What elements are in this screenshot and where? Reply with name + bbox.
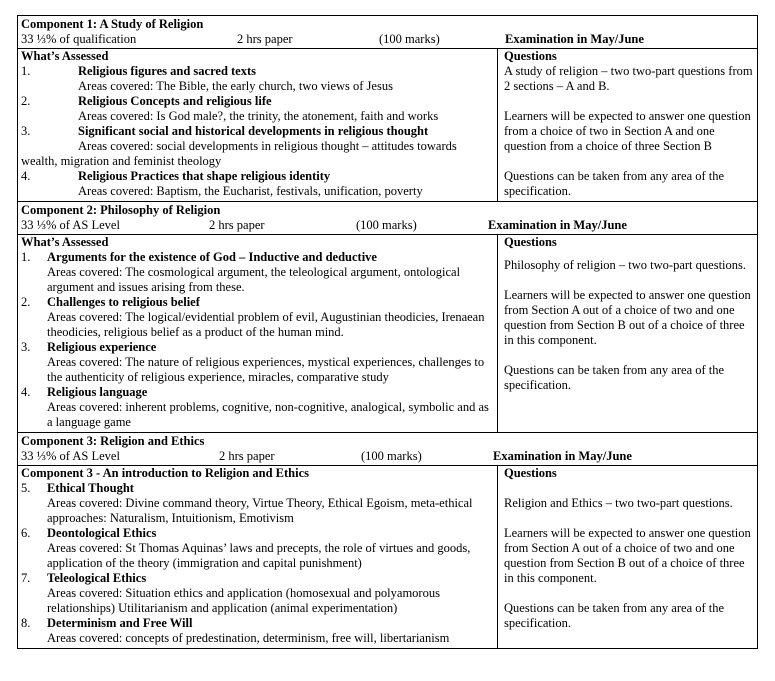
questions-text: Learners will be expected to answer one question from Section A out of a choice of two and one question from Section B out of a choice of three in this component. [504, 526, 751, 585]
item-areas: Areas covered: The cosmological argument, the teleological argument, ontological argument and issues arising from these. [47, 265, 461, 294]
item-number: 2. [21, 94, 31, 108]
item-areas: Areas covered: inherent problems, cognitive, non-cognitive, analogical, symbolic and as a language game [47, 400, 489, 429]
item-title: Arguments for the existence of God – Inductive and deductive [47, 250, 377, 264]
component-3-marks: (100 marks) [361, 449, 422, 463]
assessed-item [21, 526, 494, 571]
assessed-item [21, 250, 494, 295]
component-1-marks: (100 marks) [379, 32, 440, 46]
specification-table [17, 15, 758, 649]
questions-heading: Questions [504, 466, 557, 480]
item-areas: Areas covered: Is God male?, the trinity, the atonement, faith and works [78, 109, 439, 123]
item-areas: Areas covered: The nature of religious experiences, mystical experiences, challenges to the authenticity of religious experience, miracles, comparative study [47, 355, 485, 384]
item-title: Teleological Ethics [47, 571, 147, 585]
component-3-header [18, 433, 757, 466]
component-2-header [18, 202, 757, 235]
component-3-questions [498, 466, 757, 648]
questions-text: Learners will be expected to answer one question from a choice of two in Section A and one question from a choice of three Section B [504, 109, 751, 153]
questions-text: Questions can be taken from any area of the specification. [504, 169, 725, 198]
questions-heading: Questions [504, 235, 557, 249]
component-1-questions [498, 49, 757, 201]
component-2-assessed [18, 235, 498, 432]
component-3-weight: 33 ⅓% of AS Level [21, 449, 120, 463]
questions-text: Questions can be taken from any area of the specification. [504, 601, 725, 630]
item-title: Religious Practices that shape religious identity [78, 169, 331, 183]
component-2-marks: (100 marks) [356, 218, 417, 232]
component-3-title: Component 3: Religion and Ethics [21, 434, 205, 448]
component-3-assessed [18, 466, 498, 648]
item-number: 1. [21, 64, 31, 78]
item-number: 3. [21, 124, 31, 138]
item-areas: Areas covered: social developments in religious thought – attitudes towards wealth, migration and feminist theology [21, 139, 457, 168]
item-title: Ethical Thought [47, 481, 134, 495]
assessed-item [21, 340, 494, 385]
assessed-heading: Component 3 - An introduction to Religion and Ethics [21, 466, 310, 480]
component-1-weight: 33 ⅓% of qualification [21, 32, 137, 46]
item-areas: Areas covered: The logical/evidential problem of evil, Augustinian theodicies, Irenaean theodicies, religious belief as a product of the human mind. [47, 310, 485, 339]
component-1-duration: 2 hrs paper [237, 32, 293, 46]
component-2-duration: 2 hrs paper [209, 218, 265, 232]
component-1-body [18, 49, 757, 202]
component-1-exam: Examination in May/June [505, 32, 644, 46]
item-title: Deontological Ethics [47, 526, 157, 540]
item-areas: Areas covered: Situation ethics and application (homosexual and polyamorous relationships) Utilitarianism and application (animal experimentation) [47, 586, 440, 615]
questions-text: Questions can be taken from any area of the specification. [504, 363, 725, 392]
component-3-duration: 2 hrs paper [219, 449, 275, 463]
component-3-body [18, 466, 757, 648]
item-number: 8. [21, 616, 31, 630]
assessed-item [21, 295, 494, 340]
item-number: 2. [21, 295, 31, 309]
assessed-item [21, 571, 494, 616]
component-1-title: Component 1: A Study of Religion [21, 17, 204, 31]
component-1-assessed [18, 49, 498, 201]
item-areas: Areas covered: Baptism, the Eucharist, festivals, unification, poverty [78, 184, 423, 198]
item-title: Significant social and historical developments in religious thought [78, 124, 429, 138]
component-2-weight: 33 ⅓% of AS Level [21, 218, 120, 232]
assessed-item [21, 385, 494, 430]
component-2-title: Component 2: Philosophy of Religion [21, 203, 221, 217]
assessed-item [21, 64, 494, 94]
item-title: Religious experience [47, 340, 157, 354]
component-2-body [18, 235, 757, 433]
item-number: 5. [21, 481, 31, 495]
component-2-exam: Examination in May/June [488, 218, 627, 232]
assessed-heading: What’s Assessed [21, 235, 109, 249]
questions-text: Learners will be expected to answer one question from Section A out of a choice of two and one question from Section B out of a choice of three in this component. [504, 288, 751, 347]
item-number: 3. [21, 340, 31, 354]
assessed-heading: What’s Assessed [21, 49, 109, 63]
item-areas: Areas covered: Divine command theory, Virtue Theory, Ethical Egoism, meta-ethical approaches: Naturalism, Intuitionism, Emotivism [47, 496, 473, 525]
item-title: Determinism and Free Will [47, 616, 193, 630]
component-1-meta [21, 32, 754, 48]
component-3-meta [21, 449, 754, 465]
assessed-item [21, 616, 494, 646]
item-number: 6. [21, 526, 31, 540]
item-number: 7. [21, 571, 31, 585]
assessed-item [21, 169, 494, 199]
component-2-questions [498, 235, 757, 432]
component-2-meta [21, 218, 754, 234]
item-title: Religious language [47, 385, 148, 399]
questions-text: Religion and Ethics – two two-part questions. [504, 496, 733, 510]
item-areas: Areas covered: St Thomas Aquinas’ laws and precepts, the role of virtues and goods, application of the theory (immigration and capital punishment) [47, 541, 471, 570]
assessed-item [21, 481, 494, 526]
item-title: Religious Concepts and religious life [78, 94, 272, 108]
item-number: 4. [21, 169, 31, 183]
questions-heading: Questions [504, 49, 557, 63]
component-3-exam: Examination in May/June [493, 449, 632, 463]
questions-text: A study of religion – two two-part questions from 2 sections – A and B. [504, 64, 753, 93]
item-areas: Areas covered: The Bible, the early church, two views of Jesus [78, 79, 393, 93]
item-title: Challenges to religious belief [47, 295, 200, 309]
item-number: 1. [21, 250, 31, 264]
assessed-item [21, 124, 494, 169]
item-number: 4. [21, 385, 31, 399]
questions-text: Philosophy of religion – two two-part questions. [504, 258, 746, 272]
item-areas: Areas covered: concepts of predestination, determinism, free will, libertarianism [47, 631, 450, 645]
assessed-item [21, 94, 494, 124]
item-title: Religious figures and sacred texts [78, 64, 257, 78]
component-1-header [18, 16, 757, 49]
